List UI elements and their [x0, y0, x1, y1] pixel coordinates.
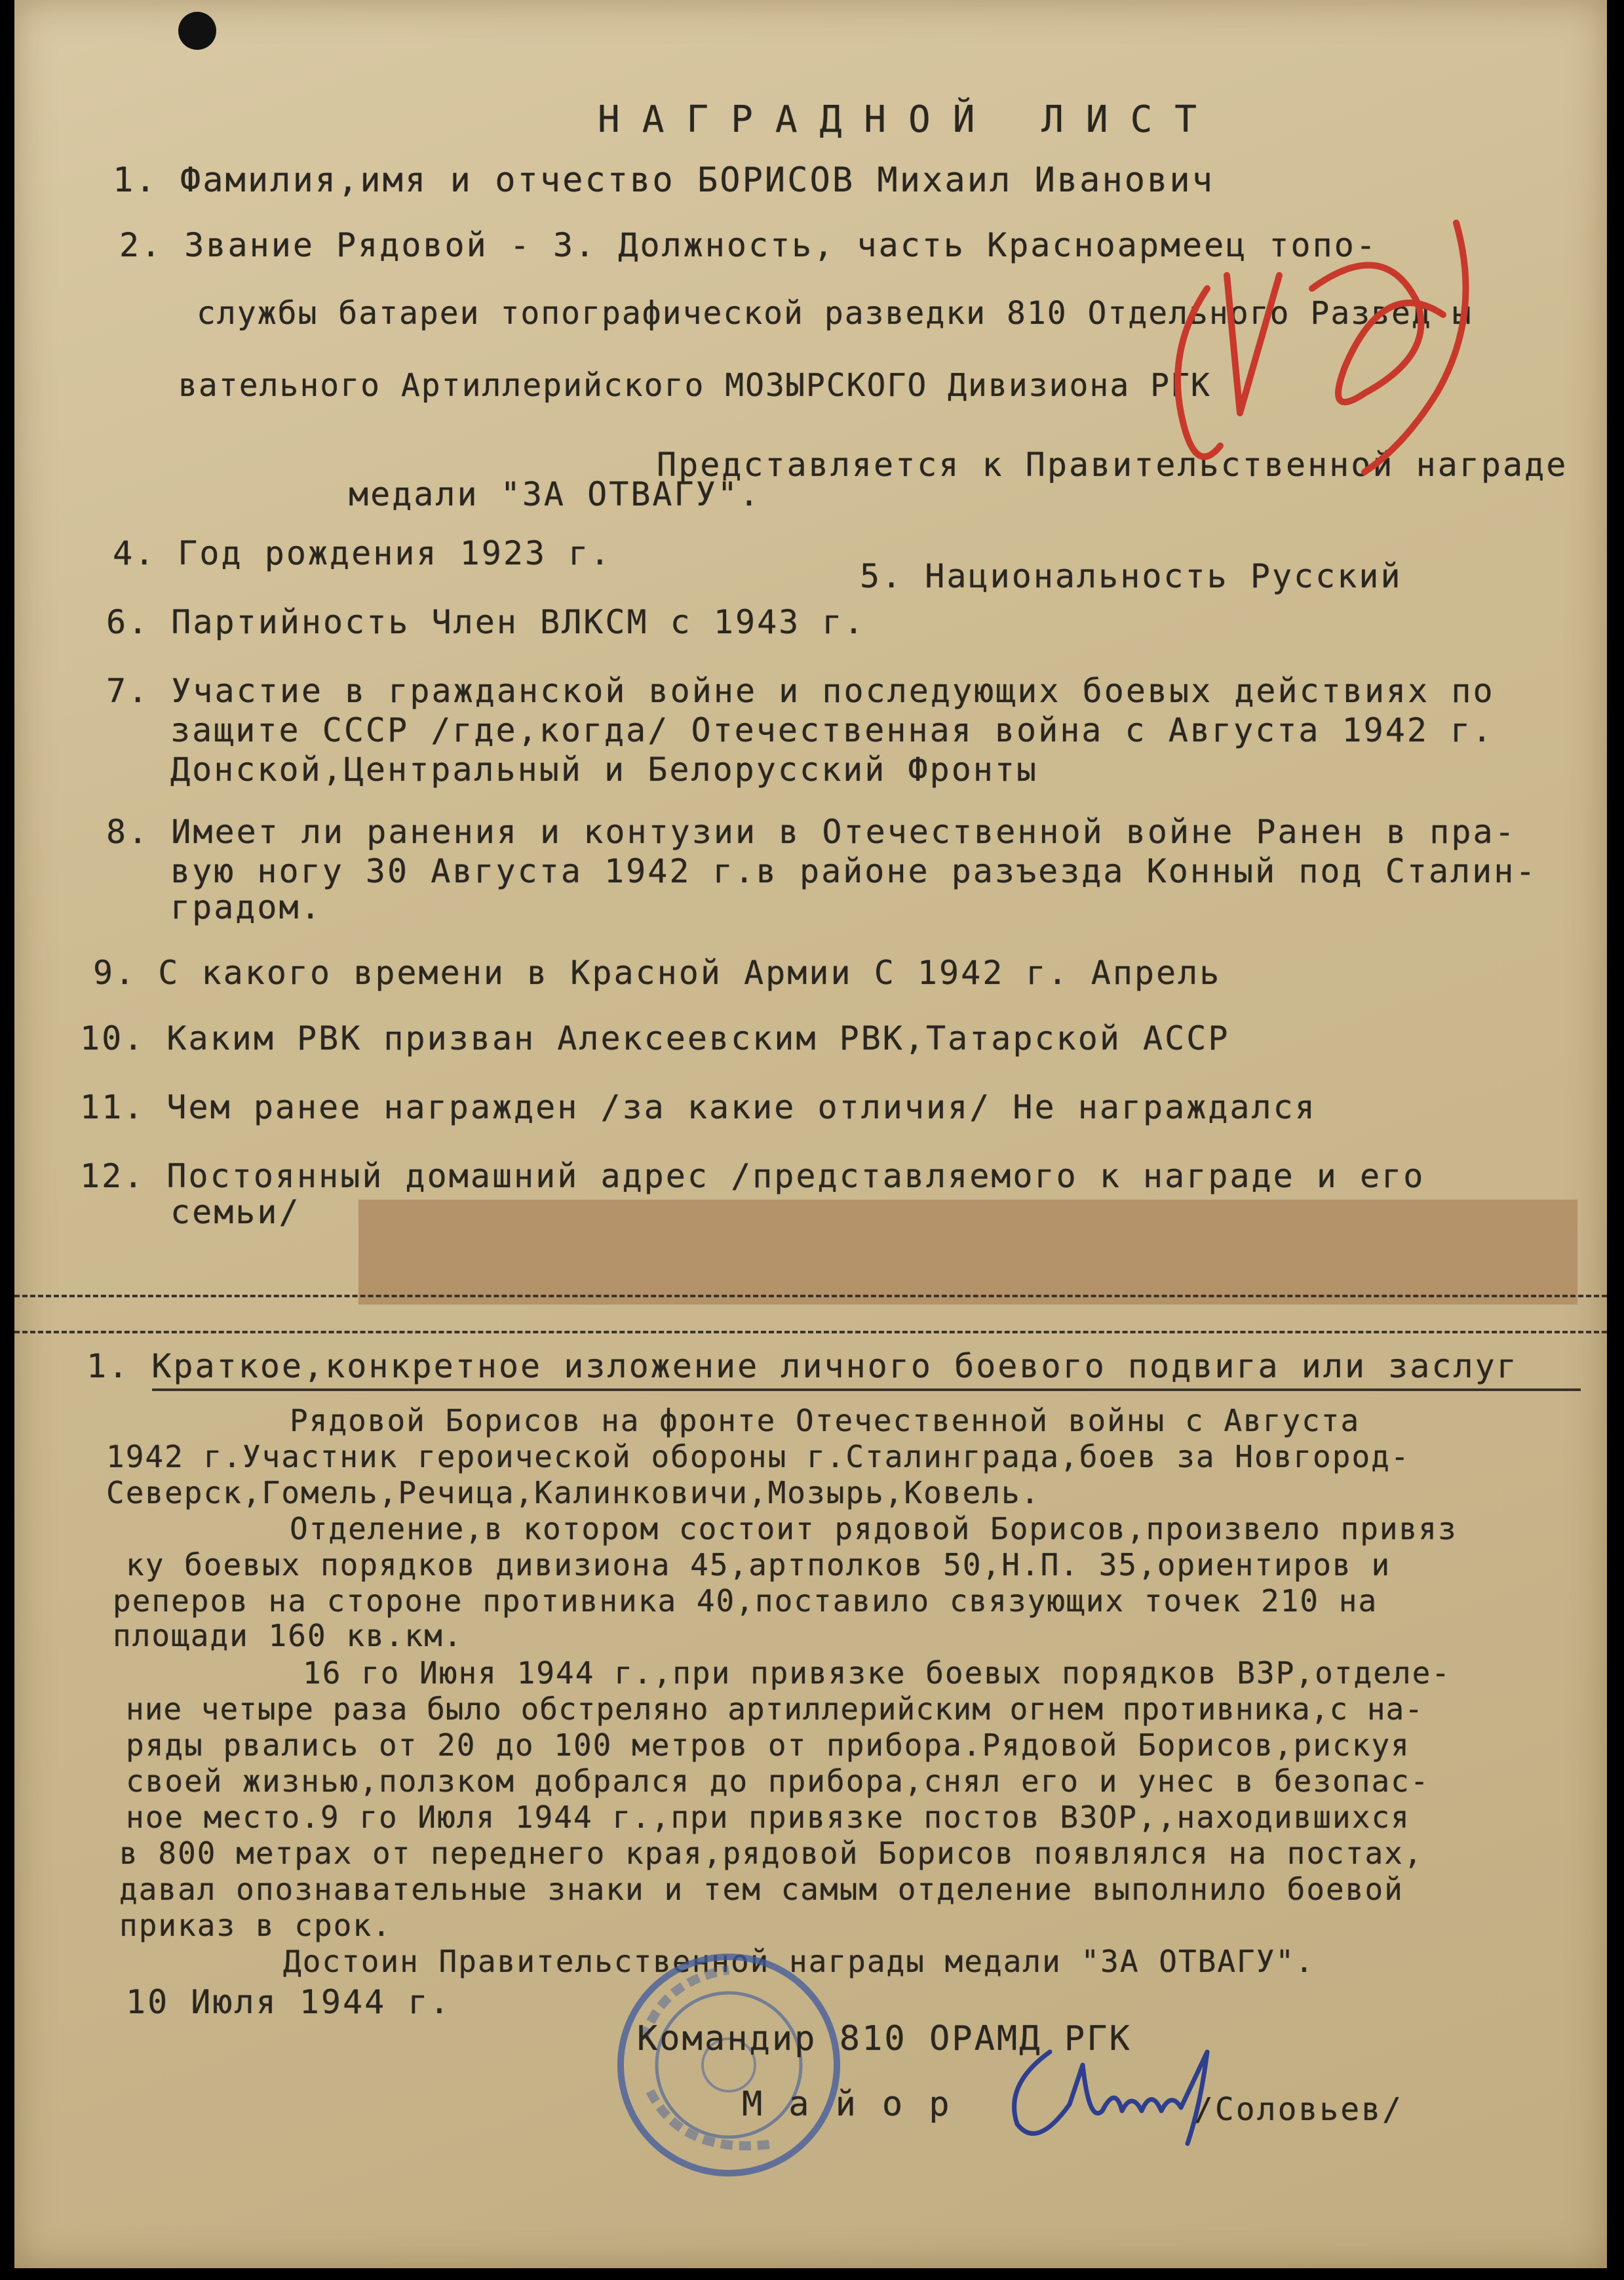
commander-rank: Майор — [742, 2085, 976, 2124]
feat-text-6: реперов на стороне противника 40,поставило связующих точек 210 на — [113, 1583, 1378, 1619]
field-7-line-3: Донской,Центральный и Белорусский Фронты — [170, 751, 1039, 789]
award-sheet — [14, 0, 1607, 2268]
feat-text-10: ряды рвались от 20 до 100 метров от прибора.Рядовой Борисов,рискуя — [126, 1727, 1410, 1763]
feat-text-8: 16 го Июня 1944 г.,при привязке боевых порядков ВЗР,отделе- — [303, 1655, 1451, 1691]
feat-text-9: ние четыре раза было обстреляно артиллерийским огнем противника,с на- — [126, 1691, 1423, 1727]
field-5-nationality: 5. Национальность Русский — [860, 557, 1402, 595]
feat-text-1: Рядовой Борисов на фронте Отечественной войны с Августа — [290, 1403, 1361, 1438]
section-divider-1 — [14, 1295, 1607, 1297]
field-4-birth-year: 4. Год рождения 1923 г. — [113, 534, 612, 572]
commander-title: Командир 810 ОРАМД РГК — [637, 2019, 1132, 2058]
commander-name: /Соловьев/ — [1194, 2091, 1403, 2128]
document-date: 10 Июля 1944 г. — [126, 1983, 452, 2021]
feat-text-4: Отделение,в котором состоит рядовой Борисов,произвело привяз — [290, 1511, 1458, 1546]
field-10-draft-office: 10. Каким РВК призван Алексеевским РВК,Татарской АССР — [80, 1019, 1230, 1057]
field-8-line-2: вую ногу 30 Августа 1942 г.в районе разъезда Конный под Сталин- — [170, 852, 1537, 890]
feat-text-13: в 800 метрах от переднего края,рядовой Борисов появлялся на постах, — [119, 1836, 1423, 1871]
feat-text-14: давал опознавательные знаки и тем самым отделение выполнило боевой — [119, 1872, 1404, 1907]
recommendation-line: Достоин Правительственной награды медали "ЗА ОТВАГУ". — [283, 1944, 1315, 1979]
field-8-line-3: градом. — [170, 888, 322, 926]
field-11-prior-awards: 11. Чем ранее награжден /за какие отличия/ Не награждался — [80, 1088, 1317, 1126]
field-9-service-since: 9. С какого времени в Красной Армии С 1942 г. Апрель — [93, 954, 1222, 992]
position-line-2: службы батареи топографической разведки 810 Отдельного Развед ы — [197, 295, 1473, 332]
section-divider-2 — [14, 1331, 1607, 1333]
feat-text-12: ное место.9 го Июля 1944 г.,при привязке постов ВЗОР,,находившихся — [126, 1799, 1410, 1835]
red-pencil-mark-icon — [1129, 197, 1496, 498]
feat-text-5: ку боевых порядков дивизиона 45,артполков 50,Н.П. 35,ориентиров и — [126, 1547, 1391, 1582]
round-seal-icon — [604, 1940, 853, 2190]
position-line-3: вательного Артиллерийского МОЗЫРСКОГО Дивизиона РГК — [178, 367, 1211, 404]
document-title: НАГРАДНОЙ ЛИСТ — [598, 98, 1220, 141]
heading-underline — [152, 1388, 1581, 1391]
feat-text-2: 1942 г.Участник героической обороны г.Сталинграда,боев за Новгород- — [106, 1439, 1410, 1474]
section-feat-heading: 1. Краткое,конкретное изложение личного боевого подвига или заслуг — [87, 1347, 1518, 1385]
redacted-address-block — [358, 1200, 1577, 1305]
field-7-line-2: защите СССР /где,когда/ Отечественная война с Августа 1942 г. — [170, 711, 1494, 749]
field-8-wounds: 8. Имеет ли ранения и контузии в Отечественной войне Ранен в пра- — [106, 813, 1517, 851]
medal-name: медали "ЗА ОТВАГУ". — [349, 475, 761, 513]
feat-text-15: приказ в срок. — [119, 1908, 392, 1943]
field-1-full-name: 1. Фамилия,имя и отчество БОРИСОВ Михаил Иванович — [113, 161, 1215, 200]
field-7-war-participation: 7. Участие в гражданской войне и последующих боевых действиях по — [106, 672, 1495, 710]
feat-text-11: своей жизнью,ползком добрался до прибора,снял его и унес в безопас- — [126, 1763, 1430, 1799]
feat-text-3: Северск,Гомель,Речица,Калинковичи,Мозырь,Ковель. — [106, 1475, 1041, 1510]
punch-hole — [178, 12, 216, 50]
field-12-home-address: 12. Постоянный домашний адрес /представляемого к награде и его — [80, 1157, 1425, 1195]
nomination-line: Представляется к Правительственной награде — [657, 446, 1568, 484]
field-2-3-rank-position: 2. Звание Рядовой - 3. Должность, часть Красноармеец топо- — [119, 226, 1378, 264]
feat-text-7: площади 160 кв.км. — [113, 1618, 463, 1653]
field-6-party: 6. Партийность Член ВЛКСМ с 1943 г. — [106, 603, 866, 641]
field-12-line-2: семьи/ — [170, 1193, 301, 1231]
